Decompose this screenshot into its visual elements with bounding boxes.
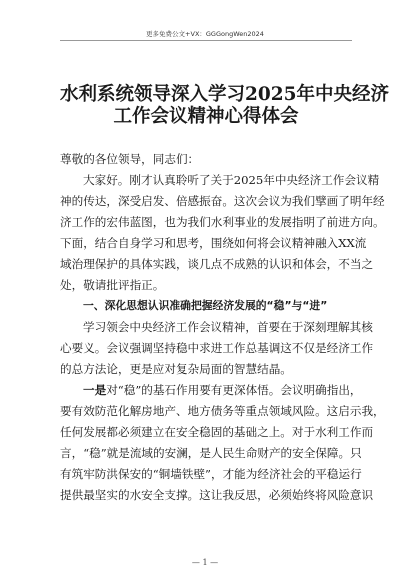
body-line: 下面，结合自身学习和思考，围绕如何将会议精神融入XX流 xyxy=(60,236,367,250)
body-line: 神的传达，深受启发、倍感振奋。这次会议为我们擘画了明年经 xyxy=(60,194,385,208)
body-line: 处，敬请批评指正。 xyxy=(60,278,165,292)
body-line: 提供最坚实的水安全支撑。这让我反思，必须始终将风险意识 xyxy=(60,488,374,502)
body-line: 言，“稳”就是流域的安澜，是人民生命财产的安全保障。只 xyxy=(60,446,362,460)
body-line: 心要义。会议强调坚持稳中求进工作总基调这不仅是经济工作 xyxy=(60,341,374,355)
body-line: 济工作的宏伟蓝图，也为我们水利事业的发展指明了前进方向。 xyxy=(60,215,385,229)
body-line: 要有效防范化解房地产、地方债务等重点领域风险。这启示我， xyxy=(60,404,385,418)
body-line: 大家好。刚才认真聆听了关于2025年中央经济工作会议精 xyxy=(83,173,380,187)
document-title-line-2: 工作会议精神心得体会 xyxy=(113,106,299,127)
section-heading: 一、深化思想认识准确把握经济发展的“稳”与“进” xyxy=(83,299,328,312)
body-line xyxy=(83,382,362,398)
header-divider xyxy=(60,40,352,41)
point-text: 对“稳”的基石作用要有更深体悟。会议明确指出， xyxy=(106,383,362,397)
page-number: — 1 — xyxy=(191,558,219,567)
body-line: 学习领会中央经济工作会议精神，首要在于深刻理解其核 xyxy=(83,320,373,334)
header-note: 更多免费公文+VX：GGGongWen2024 xyxy=(146,30,264,38)
body-line: 域治理保护的具体实践，谈几点不成熟的认识和体会，不当之 xyxy=(60,257,374,271)
document-title-line-1: 水利系统领导深入学习2025年中央经济 xyxy=(60,84,389,105)
point-lead: 一是 xyxy=(83,383,107,397)
greeting: 尊敬的各位领导，同志们： xyxy=(60,152,200,166)
body-line: 的总方法论，更是应对复杂局面的智慧结晶。 xyxy=(60,362,292,376)
body-line: 有筑牢防洪保安的“铜墙铁壁”，才能为经济社会的平稳运行 xyxy=(60,467,362,481)
body-line: 任何发展都必须建立在安全稳固的基础之上。对于水利工作而 xyxy=(60,425,374,439)
